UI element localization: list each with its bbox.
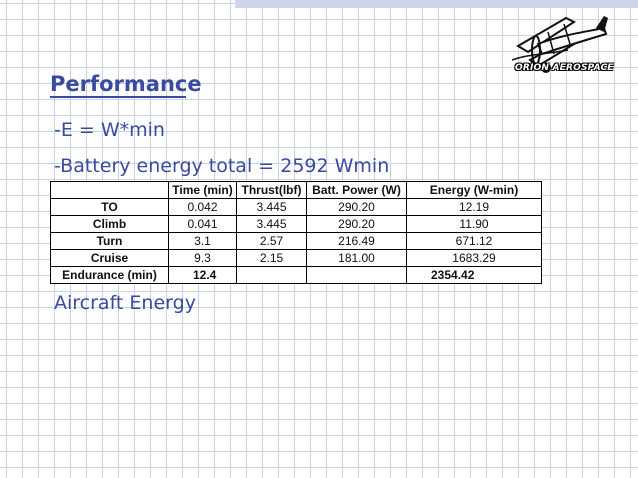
cell-thrust: 3.445 [237,216,307,233]
caption-aircraft-energy: Aircraft Energy [54,292,196,314]
cell-time: 9.3 [169,250,237,267]
table-total-row [51,267,542,284]
row-label: Climb [51,216,169,233]
title-underline [50,96,186,98]
cell-thrust: 2.57 [237,233,307,250]
table-row [51,250,542,267]
cell-thrust: 3.445 [237,199,307,216]
row-label: Turn [51,233,169,250]
header-empty [51,182,169,199]
header-thrust: Thrust(lbf) [237,182,307,199]
cell-energy: 671.12 [407,233,542,250]
logo-text: ORION AEROSPACE [515,63,614,73]
table-row [51,199,542,216]
header-energy: Energy (W-min) [407,182,542,199]
cell-time: 0.041 [169,216,237,233]
bullet-battery-total: -Battery energy total = 2592 Wmin [54,155,390,177]
cell-power: 216.49 [307,233,407,250]
cell-power: 290.20 [307,216,407,233]
cell-time: 3.1 [169,233,237,250]
page-title: Performance [50,72,202,96]
table-row [51,216,542,233]
top-decorative-band [235,0,638,8]
cell-thrust: 2.15 [237,250,307,267]
total-label: Endurance (min) [51,267,169,284]
cell-time: 0.042 [169,199,237,216]
bullet-energy-formula: -E = W*min [54,119,165,141]
performance-table [50,181,542,284]
total-time: 12.4 [169,267,237,284]
header-time: Time (min) [169,182,237,199]
row-label: Cruise [51,250,169,267]
cell-power: 181.00 [307,250,407,267]
row-label: TO [51,199,169,216]
header-batt-power: Batt. Power (W) [307,182,407,199]
table-row [51,233,542,250]
total-thrust [237,267,307,284]
cell-power: 290.20 [307,199,407,216]
cell-energy: 12.19 [407,199,542,216]
cell-energy: 1683.29 [407,250,542,267]
table-header-row [51,182,542,199]
cell-energy: 11.90 [407,216,542,233]
total-power [307,267,407,284]
total-energy: 2354.42 [407,267,542,284]
